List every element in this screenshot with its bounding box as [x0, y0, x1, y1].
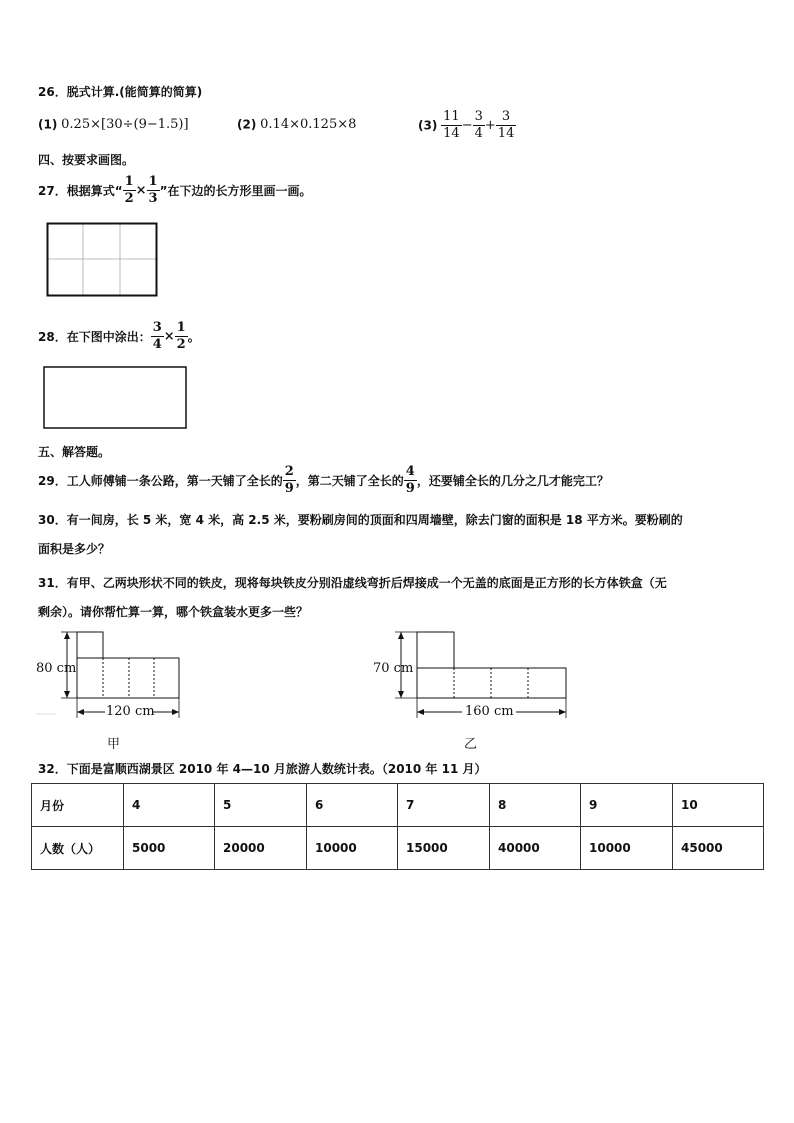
table-row-header [32, 784, 764, 827]
table-cell: 7 [398, 784, 490, 827]
q31-figure-b-width-label: 160 cm [465, 704, 514, 719]
section-4-heading: 四、按要求画图。 [38, 153, 135, 167]
q31-line1: 31．有甲、乙两块形状不同的铁皮，现将每块铁皮分别沿虚线弯折后焊接成一个无盖的底面是正方形的长方体铁盒（无 [38, 576, 667, 590]
q26-part1 [38, 117, 189, 132]
q26-part2-label: (2) [237, 117, 257, 132]
q27-frac2: $\frac{1}{3}$ [148, 174, 158, 206]
q26-part2-expr: 0.14×0.125×8 [260, 117, 357, 132]
q29-frac1: $\frac{2}{9}$ [284, 464, 294, 496]
q29-text: 29．工人师傅铺一条公路，第一天铺了全长的 $\frac{2}{9}$ ，第二天铺了全长的 $\frac{4}{9}$ ，还要铺全长的几分之几才能完工？ [38, 464, 609, 496]
table-cell: 45000 [673, 827, 764, 870]
q26-part3 [418, 109, 516, 142]
table-cell: 5000 [124, 827, 215, 870]
table-cell: 人数（人） [32, 827, 124, 870]
q26-part3-label: (3) [418, 118, 438, 133]
q26-part3-frac3: $\frac{3}{14}$ [497, 109, 515, 141]
table-cell: 10000 [581, 827, 673, 870]
q32-title: 32．下面是富顺西湖景区 2010 年 4—10 月旅游人数统计表。（2010 年 11 月） [38, 762, 487, 776]
table-cell: 8 [490, 784, 581, 827]
q29-frac2: $\frac{4}{9}$ [405, 464, 415, 496]
table-cell: 10000 [307, 827, 398, 870]
q31-figure-b-caption: 乙 [464, 737, 478, 752]
q31-figure-b-height-label: 70 cm [373, 661, 414, 676]
q26-part3-frac1: $\frac{11}{14}$ [443, 109, 460, 141]
section-5-heading: 五、解答题。 [38, 445, 111, 459]
q28-text: 28．在下图中涂出： $\frac{3}{4}$ × $\frac{1}{2}$ 。 [38, 320, 200, 352]
q26-title: 26．脱式计算.(能简算的简算) [38, 85, 203, 99]
q26-part1-expr: 0.25×[30÷(9−1.5)] [61, 117, 189, 132]
table-cell: 月份 [32, 784, 124, 827]
q31-line2: 剩余）。请你帮忙算一算，哪个铁盒装水更多一些？ [38, 605, 309, 619]
table-cell: 9 [581, 784, 673, 827]
q26-part1-label: (1) [38, 117, 58, 132]
q30-line1: 30．有一间房，长 5 米，宽 4 米，高 2.5 米，要粉刷房间的顶面和四周墙壁，除去门窗的面积是 18 平方米。要粉刷的 [38, 513, 683, 527]
q26-part2 [237, 117, 356, 132]
q30-line2: 面积是多少？ [38, 542, 111, 556]
table-cell: 10 [673, 784, 764, 827]
q27-frac1: $\frac{1}{2}$ [124, 174, 134, 206]
q26-part3-op2: + [484, 118, 496, 133]
q32-statistics-table [31, 783, 764, 870]
table-cell: 4 [124, 784, 215, 827]
q27-grid-rectangle [46, 222, 158, 297]
table-cell: 5 [215, 784, 307, 827]
table-cell: 6 [307, 784, 398, 827]
table-row-values [32, 827, 764, 870]
table-cell: 20000 [215, 827, 307, 870]
q28-rectangle [43, 366, 187, 429]
q28-frac2: $\frac{1}{2}$ [176, 320, 186, 352]
table-cell: 15000 [398, 827, 490, 870]
q31-figure-a-width-label: 120 cm [106, 704, 155, 719]
q27-text: 27．根据算式“ $\frac{1}{2}$ × $\frac{1}{3}$ ”在下边的长方形里画一画。 [38, 174, 312, 206]
q31-figure-a-caption: 甲 [107, 737, 121, 752]
table-cell: 40000 [490, 827, 581, 870]
q31-figure-a-height-label: 80 cm [36, 661, 77, 676]
q28-frac1: $\frac{3}{4}$ [152, 320, 162, 352]
q26-part3-frac2: $\frac{3}{4}$ [474, 109, 483, 141]
q26-part3-op1: − [461, 118, 473, 133]
